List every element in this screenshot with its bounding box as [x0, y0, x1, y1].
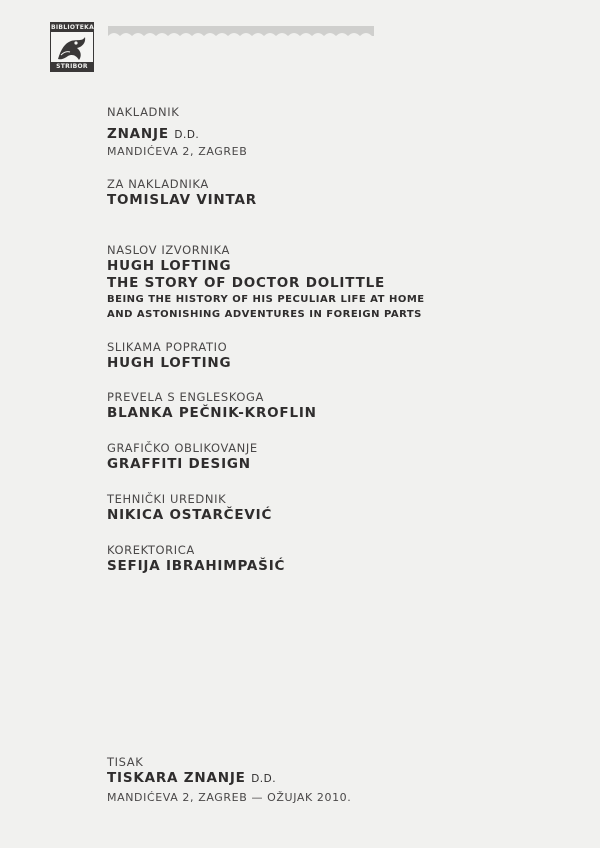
decorative-wavy-bar — [108, 26, 374, 36]
illustrated-by-label: SLIKAMA POPRATIO — [107, 340, 228, 354]
proofreader-label: KOREKTORICA — [107, 543, 195, 557]
publisher-label: NAKLADNIK — [107, 105, 180, 119]
logo-bottom-text: STRIBOR — [51, 62, 93, 71]
original-title-block — [107, 242, 425, 322]
logo-emblem-icon — [55, 33, 89, 63]
translator-name: BLANKA PEČNIK-KROFLIN — [107, 405, 317, 421]
illustrator-name: HUGH LOFTING — [107, 355, 232, 371]
original-author: HUGH LOFTING — [107, 258, 232, 274]
technical-editor-name: NIKICA OSTARČEVIĆ — [107, 507, 273, 523]
graphic-design-label: GRAFIČKO OBLIKOVANJE — [107, 441, 258, 455]
technical-editor-block — [107, 491, 272, 524]
illustrated-by-block — [107, 339, 231, 372]
graphic-design-block — [107, 440, 258, 473]
technical-editor-label: TEHNIČKI UREDNIK — [107, 492, 227, 506]
publisher-name: ZNANJE — [107, 126, 169, 142]
publisher-block — [107, 104, 247, 159]
printing-name-line — [107, 770, 351, 788]
publisher-suffix: D.D. — [174, 129, 200, 141]
biblioteka-stribor-logo — [50, 22, 94, 72]
proofreader-block — [107, 542, 285, 575]
for-publisher-label: ZA NAKLADNIKA — [107, 177, 209, 191]
printing-block — [107, 754, 351, 805]
original-title: THE STORY OF DOCTOR DOLITTLE — [107, 275, 385, 291]
proofreader-name: SEFIJA IBRAHIMPAŠIĆ — [107, 558, 286, 574]
original-title-label: NASLOV IZVORNIKA — [107, 243, 230, 257]
logo-top-text: BIBLIOTEKA — [51, 24, 95, 31]
graphic-design-name: GRAFFITI DESIGN — [107, 456, 251, 472]
printer-name: TISKARA ZNANJE — [107, 770, 246, 786]
printing-address-date: MANDIĆEVA 2, ZAGREB — OŽUJAK 2010. — [107, 791, 352, 804]
publisher-address: MANDIĆEVA 2, ZAGREB — [107, 145, 248, 158]
printer-suffix: D.D. — [251, 773, 277, 785]
translated-by-label: PREVELA S ENGLESKOGA — [107, 390, 264, 404]
publisher-name-line — [107, 126, 247, 144]
original-subtitle-line-1: BEING THE HISTORY OF HIS PECULIAR LIFE AT HOME — [107, 294, 425, 305]
original-subtitle-line-2: AND ASTONISHING ADVENTURES IN FOREIGN PARTS — [107, 309, 422, 320]
for-publisher-block — [107, 176, 257, 209]
printing-label: TISAK — [107, 755, 144, 769]
translated-by-block — [107, 389, 317, 422]
for-publisher-name: TOMISLAV VINTAR — [107, 192, 257, 208]
